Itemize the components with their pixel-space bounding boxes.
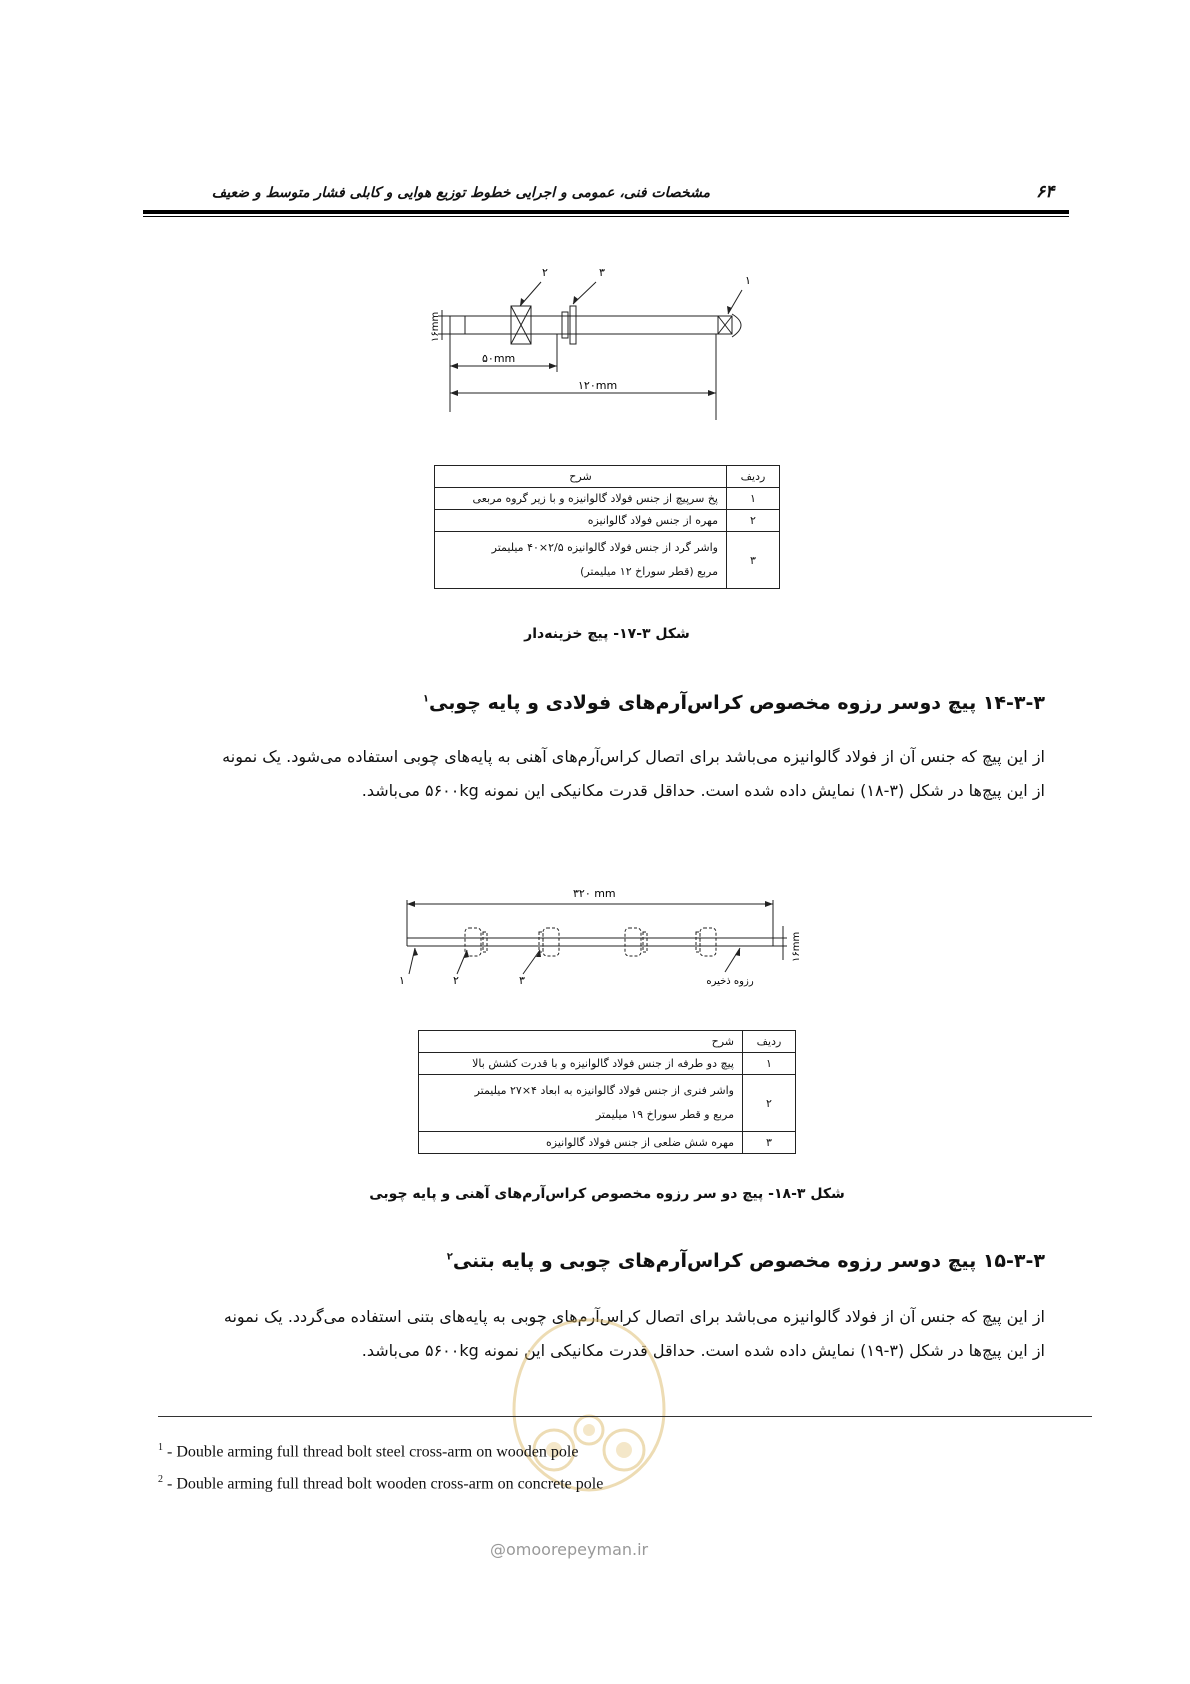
table-cell-desc: مهره شش ضلعی از جنس فولاد گالوانیزه <box>419 1132 743 1154</box>
table-header-row <box>419 1031 796 1053</box>
table-row <box>435 510 780 532</box>
para-line: از این پیچ که جنس آن از فولاد گالوانیزه می‌باشد برای اتصال کراس‌آرم‌های آهنی به پایه‌های چوبی استفاده می‌شود. یک نمونه <box>222 747 1045 766</box>
table-cell-num: ۲ <box>743 1075 796 1132</box>
table-header-num: ردیف <box>743 1031 796 1053</box>
fig18-thread-label: رزوه ذخیره <box>706 976 754 987</box>
para-line: از این پیچ‌ها در شکل (۳-۱۹) نمایش داده شده است. حداقل قدرت مکانیکی این نمونه ۵۶۰۰kg می‌باشد. <box>361 1341 1045 1360</box>
header-rule-thin <box>143 216 1069 217</box>
table-header-desc: شرح <box>435 466 727 488</box>
table-cell-desc <box>435 532 727 589</box>
table-cell-desc-line1: واشر فنری از جنس فولاد گالوانیزه به ابعاد ۴×۲۷ میلیمتر <box>474 1084 734 1097</box>
fig17-dim-long: ۱۲۰mm <box>578 379 618 392</box>
section-14-paragraph <box>145 740 1045 808</box>
table-row <box>419 1053 796 1075</box>
watermark-seal <box>474 1300 704 1500</box>
footnote-1-number: 1 <box>158 1442 163 1453</box>
footnote-ref-2: ۲ <box>446 1251 453 1263</box>
table-cell-num: ۱ <box>743 1053 796 1075</box>
table-cell-desc <box>419 1075 743 1132</box>
table-header-row <box>435 466 780 488</box>
table-row <box>435 532 780 589</box>
table-cell-num: ۱ <box>727 488 780 510</box>
fig17-callout-3: ۳ <box>599 266 605 279</box>
section-14-heading-text: ۱۴-۳-۳ پیچ دوسر رزوه مخصوص کراس‌آرم‌های فولادی و پایه چوبی <box>429 692 1045 714</box>
page-number: ۶۴ <box>1036 182 1055 202</box>
fig18-dim-length: ۳۲۰ mm <box>573 887 616 900</box>
figure-17-caption: شکل ۳-۱۷- پیچ خزینه‌دار <box>524 626 690 642</box>
para-line: از این پیچ که جنس آن از فولاد گالوانیزه می‌باشد برای اتصال کراس‌آرم‌های چوبی به پایه‌های بتنی استفاده می‌گردد. یک نمونه <box>223 1307 1045 1326</box>
watermark-site: @omoorepeyman.ir <box>490 1540 649 1559</box>
figure-17-table <box>434 465 780 589</box>
section-15-heading <box>447 1250 1045 1272</box>
figure-18-bolt-drawing <box>395 880 835 990</box>
para-line: از این پیچ‌ها در شکل (۳-۱۸) نمایش داده شده است. حداقل قدرت مکانیکی این نمونه ۵۶۰۰kg می‌باشد. <box>361 781 1045 800</box>
fig17-dim-height: ۱۶mm <box>430 311 441 342</box>
figure-18-table <box>418 1030 796 1154</box>
fig18-callout-3: ۳ <box>519 974 525 987</box>
table-row <box>419 1132 796 1154</box>
table-cell-desc-line2: مربع (قطر سوراخ ۱۲ میلیمتر) <box>580 565 718 578</box>
table-cell-desc: پیچ دو طرفه از جنس فولاد گالوانیزه و با قدرت کشش بالا <box>419 1053 743 1075</box>
fig18-callout-2: ۲ <box>453 974 459 987</box>
footnote-2 <box>158 1474 603 1493</box>
table-row <box>435 488 780 510</box>
fig18-dim-height: ۱۶mm <box>791 931 802 962</box>
table-cell-desc-line1: واشر گرد از جنس فولاد گالوانیزه ۲/۵×۴۰ میلیمتر <box>491 541 718 554</box>
table-cell-desc-line2: مربع و قطر سوراخ ۱۹ میلیمتر <box>595 1108 734 1121</box>
footnote-rule <box>158 1416 1092 1417</box>
table-cell-num: ۳ <box>727 532 780 589</box>
table-cell-desc: پخ سرپیچ از جنس فولاد گالوانیزه و با زیر گروه مربعی <box>435 488 727 510</box>
table-cell-num: ۲ <box>727 510 780 532</box>
footnote-2-text: - Double arming full thread bolt wooden cross-arm on concrete pole <box>163 1475 604 1493</box>
figure-18-caption: شکل ۳-۱۸- پیچ دو سر رزوه مخصوص کراس‌آرم‌های آهنی و پایه چوبی <box>369 1186 845 1202</box>
table-cell-desc: مهره از جنس فولاد گالوانیزه <box>435 510 727 532</box>
header-rule-thick <box>143 210 1069 214</box>
running-header-title: مشخصات فنی، عمومی و اجرایی خطوط توزیع هوایی و کابلی فشار متوسط و ضعیف <box>211 185 710 201</box>
fig17-callout-2: ۲ <box>542 266 548 279</box>
fig18-callout-1: ۱ <box>399 974 405 987</box>
fig17-dim-short: ۵۰mm <box>482 352 516 365</box>
footnote-ref-1: ۱ <box>422 693 430 705</box>
figure-17-bolt-drawing <box>430 262 780 442</box>
table-header-desc: شرح <box>419 1031 743 1053</box>
section-14-heading <box>423 692 1045 714</box>
table-header-num: ردیف <box>727 466 780 488</box>
footnote-1 <box>158 1442 578 1461</box>
footnote-1-text: - Double arming full thread bolt steel cross-arm on wooden pole <box>163 1443 579 1461</box>
fig17-callout-1: ۱ <box>745 274 751 287</box>
section-15-heading-text: ۱۵-۳-۳ پیچ دوسر رزوه مخصوص کراس‌آرم‌های چوبی و پایه بتنی <box>452 1250 1045 1272</box>
table-row <box>419 1075 796 1132</box>
footnote-2-number: 2 <box>158 1474 163 1485</box>
table-cell-num: ۳ <box>743 1132 796 1154</box>
